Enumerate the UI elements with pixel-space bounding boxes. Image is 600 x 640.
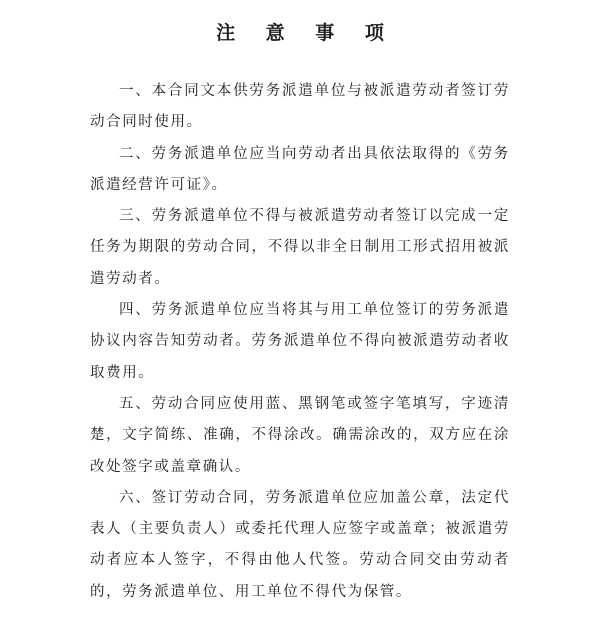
notice-item-3: 三、劳务派遣单位不得与被派遣劳动者签订以完成一定任务为期限的劳动合同，不得以非全日制用工形式招用被派遣劳动者。 — [90, 208, 510, 287]
notice-item-6: 六、签订劳动合同，劳务派遣单位应加盖公章，法定代表人（主要负责人）或委托代理人应签字或盖章；被派遣劳动者应本人签字，不得由他人代签。劳动合同交由劳动者的，劳务派遣单位、用工单位不得代为保管。 — [90, 489, 510, 600]
notice-body — [90, 76, 510, 608]
notice-item-4: 四、劳务派遣单位应当将其与用工单位签订的劳务派遣协议内容告知劳动者。劳务派遣单位不得向被派遣劳动者收取费用。 — [90, 302, 510, 381]
notice-item-5: 五、劳动合同应使用蓝、黑钢笔或签字笔填写，字迹清楚，文字简练、准确，不得涂改。确需涂改的，双方应在涂改处签字或盖章确认。 — [90, 395, 510, 475]
notice-item-1: 一、本合同文本供劳务派遣单位与被派遣劳动者签订劳动合同时使用。 — [90, 83, 510, 131]
page-title: 注 意 事 项 — [216, 22, 396, 44]
notice-item-2: 二、劳务派遣单位应当向劳动者出具依法取得的《劳务派遣经营许可证》。 — [90, 145, 510, 193]
